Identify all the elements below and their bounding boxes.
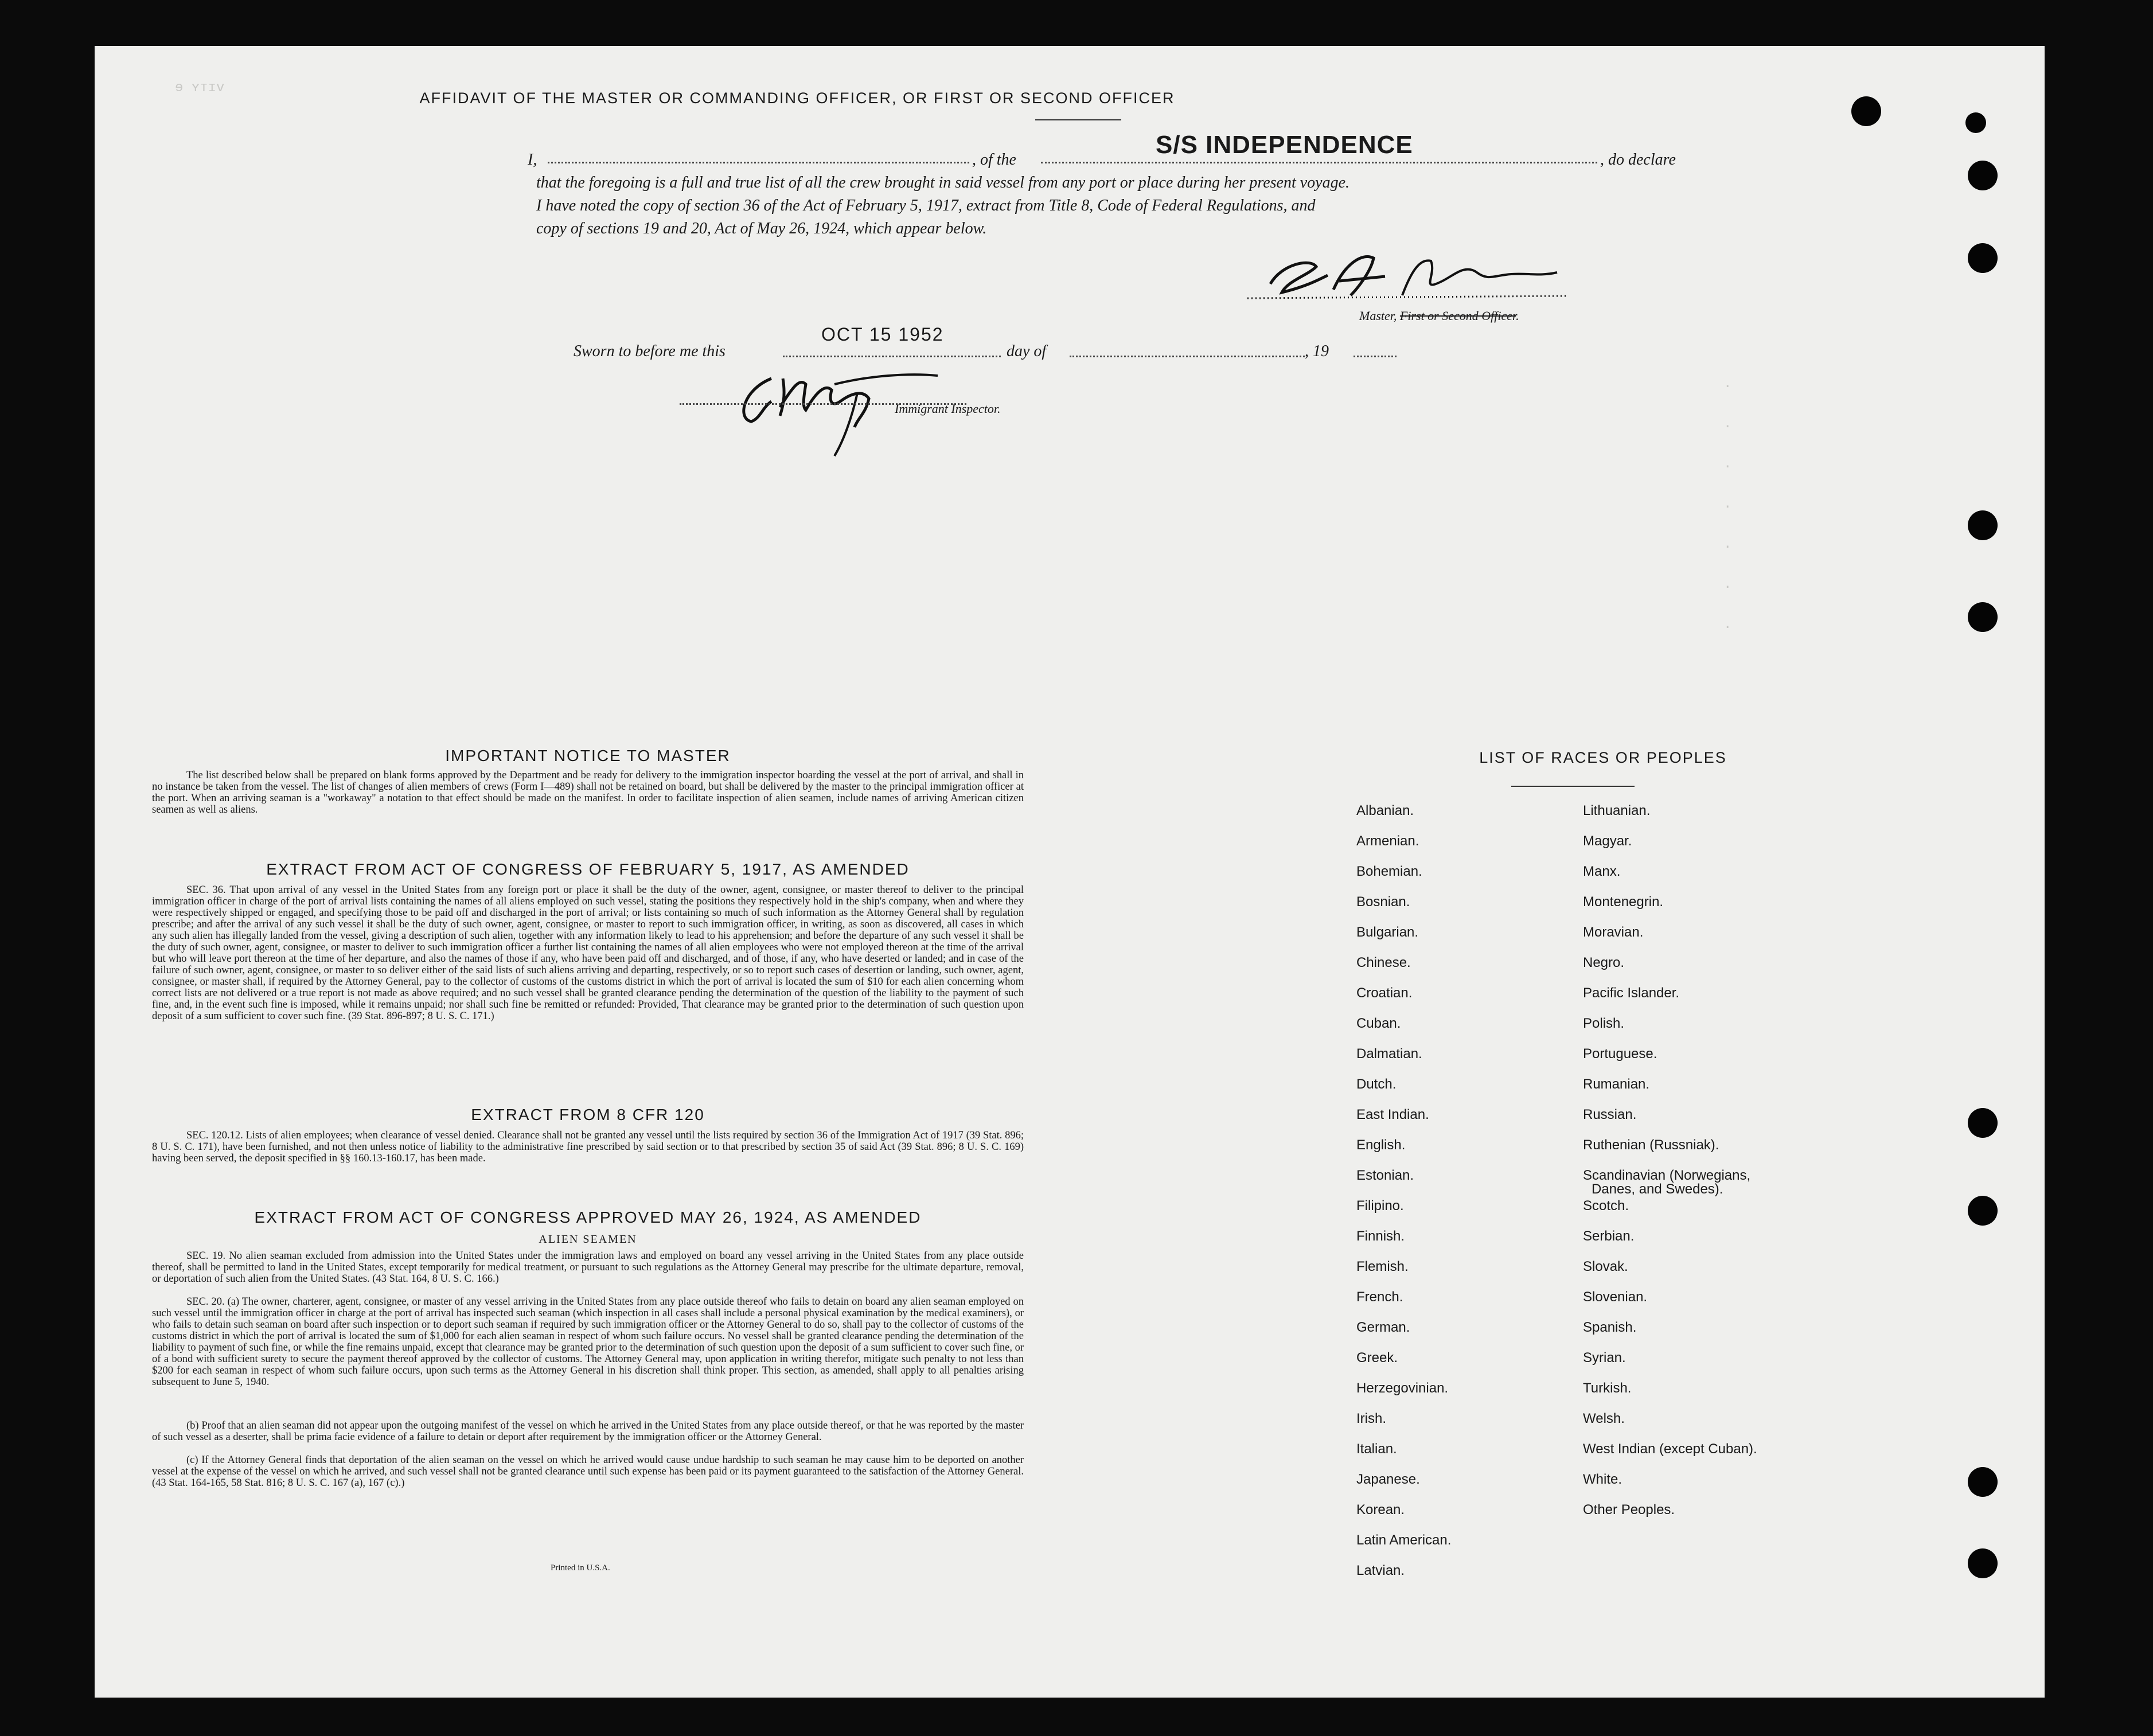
punch-hole xyxy=(1968,1108,1998,1138)
extract-1924-sec20c: (c) If the Attorney General finds that deportation of the alien seaman on the vessel on which he arrived would cause undue hardship to such seaman he may cause him to be deported on another vessel at the expense of the vessel on which he arrived, and such vessel shall not be granted clearance until such expense has been paid or its payment guaranteed to the satisfaction of the Attorney General. (43 Stat. 164-165, 58 Stat. 816; 8 U. S. C. 167 (a), 167 (c).) xyxy=(152,1454,1024,1489)
race-item: Albanian. xyxy=(1356,803,1414,818)
punch-hole xyxy=(1965,112,1986,133)
sworn-label: Sworn to before me this xyxy=(574,342,726,360)
races-list xyxy=(1356,803,1873,1629)
punch-hole xyxy=(1968,1548,1998,1578)
race-item: Syrian. xyxy=(1583,1350,1626,1366)
race-item: Bohemian. xyxy=(1356,864,1422,879)
day-of-label: day of xyxy=(1007,342,1047,360)
race-item: Serbian. xyxy=(1583,1228,1635,1244)
race-item: Croatian. xyxy=(1356,985,1413,1001)
race-item: Latvian. xyxy=(1356,1563,1405,1578)
race-item: Scotch. xyxy=(1583,1198,1629,1214)
race-item: Slovak. xyxy=(1583,1259,1628,1274)
vessel-blank xyxy=(1041,162,1597,163)
race-item: Bulgarian. xyxy=(1356,924,1419,940)
race-item: Korean. xyxy=(1356,1502,1405,1517)
race-item: English. xyxy=(1356,1137,1406,1153)
date-stamp: OCT 15 1952 xyxy=(821,324,944,345)
race-item: Ruthenian (Russniak). xyxy=(1583,1137,1719,1153)
race-item: Portuguese. xyxy=(1583,1046,1657,1062)
race-item: Irish. xyxy=(1356,1411,1387,1426)
race-item: Pacific Islander. xyxy=(1583,985,1680,1001)
punch-hole xyxy=(1968,1196,1998,1226)
name-blank xyxy=(548,162,969,163)
document-page xyxy=(95,46,2045,1698)
race-item: Italian. xyxy=(1356,1441,1397,1457)
race-item: Welsh. xyxy=(1583,1411,1625,1426)
race-item: Montenegrin. xyxy=(1583,894,1664,910)
races-heading: LIST OF RACES OR PEOPLES xyxy=(1479,749,1727,766)
race-item: East Indian. xyxy=(1356,1107,1429,1122)
race-item: West Indian (except Cuban). xyxy=(1583,1441,1757,1457)
race-item: Japanese. xyxy=(1356,1472,1420,1487)
inspector-caption: Immigrant Inspector. xyxy=(895,401,1001,416)
race-item: White. xyxy=(1583,1472,1622,1487)
race-item: Slovenian. xyxy=(1583,1289,1648,1305)
year-blank xyxy=(1354,356,1397,357)
race-item: Russian. xyxy=(1583,1107,1637,1122)
extract-1924-sec20a: SEC. 20. (a) The owner, charterer, agent, consignee, or master of any vessel arriving in the United States from any place outside thereof who fails to detain on board any alien seaman employed on such vessel until the immigration officer in charge at the port of arrival has inspected such seaman (which inspection in all cases shall include a personal physical examination by the medical examiners), or who fails to detain such seaman on board after such inspection or to deport such seaman if required by such immigration officer or the Attorney General to do so, shall pay to the collector of customs of the customs district in which the port of arrival is located the sum of $1,000 for each alien seaman in respect of whom such failure occurs. No vessel shall be granted clearance pending the determination of the liability to payment of such fine, or while the fine remains unpaid, except that clearance may be granted prior to the determination of such question upon the deposit of a sum sufficient to cover such fine, or of a bond with sufficient surety to secure the payment thereof approved by the collector of customs. The Attorney General may, upon application in writing therefor, mitigate such penalty to not less than $200 for each seaman in respect of whom such failure occurs, upon such terms as the Attorney General in his discretion shall think proper. This section, as amended, shall apply to all penalties arising subsequent to June 5, 1940. xyxy=(152,1296,1024,1388)
year-label: , 19 xyxy=(1305,342,1329,360)
race-item: Negro. xyxy=(1583,955,1625,970)
race-item: Herzegovinian. xyxy=(1356,1380,1449,1396)
race-item: Cuban. xyxy=(1356,1016,1401,1031)
affidavit-line-4: copy of sections 19 and 20, Act of May 26, 1924, which appear below. xyxy=(536,220,987,237)
race-item: Manx. xyxy=(1583,864,1621,879)
race-item: Turkish. xyxy=(1583,1380,1632,1396)
do-declare-label: , do declare xyxy=(1600,151,1676,169)
affidavit-line-3: I have noted the copy of section 36 of the Act of February 5, 1917, extract from Title 8, Code of Federal Regulations, and xyxy=(536,197,1316,214)
extract-1924-heading: EXTRACT FROM ACT OF CONGRESS APPROVED MAY 26, 1924, AS AMENDED xyxy=(254,1208,922,1226)
printed-in-usa: Printed in U.S.A. xyxy=(551,1563,610,1573)
race-item: Filipino. xyxy=(1356,1198,1404,1214)
master-caption: Master, First or Second Officer. xyxy=(1359,309,1519,323)
punch-hole xyxy=(1968,243,1998,273)
races-heading-rule xyxy=(1511,786,1635,787)
race-item: Flemish. xyxy=(1356,1259,1409,1274)
race-item: German. xyxy=(1356,1320,1410,1335)
notice-body: The list described below shall be prepared on blank forms approved by the Department and be ready for delivery to the immigration inspector boarding the vessel at the port of arrival, and shall in no instance be taken from the vessel. The list of changes of alien members of crews (Form I—489) shall not be retained on board, but shall be delivered by the master to the principal immigration officer at the port. When an arriving seaman is a "workaway" a notation to that effect should be made on the manifest. In order to facilitate inspection of alien seamen, include names of arriving American citizen seamen as well as aliens. xyxy=(152,770,1024,816)
extract-cfr-heading: EXTRACT FROM 8 CFR 120 xyxy=(471,1106,705,1123)
race-item: Magyar. xyxy=(1583,833,1632,849)
master-signature xyxy=(1247,241,1592,310)
affidavit-line-2: that the foregoing is a full and true list of all the crew brought in said vessel from any port or place during her present voyage. xyxy=(536,174,1350,192)
punch-hole xyxy=(1968,510,1998,540)
race-item: Danes, and Swedes). xyxy=(1592,1181,1723,1197)
extract-1924-sec19: SEC. 19. No alien seaman excluded from admission into the United States under the immigration laws and employed on board any vessel arriving in the United States from any place outside thereof, shall be permitted to land in the United States, except temporarily for medical treatment, or pursuant to such regulations as the Attorney General may prescribe for the ultimate departure, removal, or deportation of such alien from the United States. (43 Stat. 164, 8 U. S. C. 166.) xyxy=(152,1250,1024,1285)
extract-1917-heading: EXTRACT FROM ACT OF CONGRESS OF FEBRUARY 5, 1917, AS AMENDED xyxy=(266,860,910,878)
punch-hole xyxy=(1968,602,1998,632)
bleed-through-text: ɘ ʏᴛɪᴠ xyxy=(175,80,225,96)
race-item: Estonian. xyxy=(1356,1168,1414,1183)
extract-1924-sec20b: (b) Proof that an alien seaman did not appear upon the outgoing manifest of the vessel on which he arrived in the United States from any place outside thereof, or that he was reported by the master of such vessel as a deserter, shall be prima facie evidence of a failure to detain or deport after requirement by the immigration officer or the Attorney General. xyxy=(152,1420,1024,1443)
race-item: Finnish. xyxy=(1356,1228,1405,1244)
punch-hole xyxy=(1851,96,1881,126)
extract-1917-body: SEC. 36. That upon arrival of any vessel in the United States from any foreign port or place it shall be the duty of the owner, agent, consignee, or master thereof to deliver to the principal immigration officer in charge of the port of arrival lists containing the names of all aliens employed on such vessel, stating the positions they respectively hold in the ship's company, when and where they were respectively shipped or engaged, and specifying those to be paid off and discharged in the port of arrival; or lists containing so much of such information as the Attorney General shall by regulation prescribe; and after the arrival of any such vessel it shall be the duty of such owner, agent, consignee, or master to report to such immigration officer, in writing, as soon as discovered, all cases in which any such alien has illegally landed from the vessel, giving a description of such alien, together with any information likely to lead to his apprehension; and before the departure of any such vessel it shall be the duty of such owner, agent, consignee, or master to deliver to such immigration officer a further list containing the names of all alien employees who were not employed thereon at the time of the arrival but who will leave port thereon at the time of her departure, and also the names of those if any, who have been paid off and discharged, and of those, if any, who have deserted or landed; and in case of the failure of such owner, agent, consignee, or master to so deliver either of the said lists of such aliens arriving and departing, respectively, or so to report such cases of desertion or landing, such owner, agent, consignee, or master shall, if required by the Attorney General, pay to the collector of customs of the customs district in which the port of arrival is located the sum of $10 for each alien concerning whom correct lists are not delivered or a true report is not made as above required; and no such vessel shall be granted clearance pending the determination of the question of the liability to the payment of such fine, and, in the event such fine is imposed, while it remains unpaid; nor shall such fine be remitted or refunded: Provided, That clearance may be granted prior to the determination of such question upon deposit of a sum sufficient to cover such fine. (39 Stat. 896-897; 8 U. S. C. 171.) xyxy=(152,884,1024,1022)
title-rule xyxy=(1035,119,1121,120)
extract-cfr-body: SEC. 120.12. Lists of alien employees; when clearance of vessel denied. Clearance shall not be granted any vessel until the lists required by section 36 of the Immigration Act of 1917 (39 Stat. 896; 8 U. S. C. 171), have been furnished, and not then unless notice of liability to the administrative fine prescribed by said section or to that prescribed by section 35 of said Act (39 Stat. 896; 8 U. S. C. 169) having been served, the deposit specified in §§ 160.13-160.17, has been made. xyxy=(152,1130,1024,1164)
race-item: Rumanian. xyxy=(1583,1076,1650,1092)
race-item: Scandinavian (Norwegians, xyxy=(1583,1168,1751,1183)
race-item: French. xyxy=(1356,1289,1403,1305)
month-blank xyxy=(1070,356,1305,357)
race-item: Moravian. xyxy=(1583,924,1644,940)
race-item: Spanish. xyxy=(1583,1320,1637,1335)
race-item: Other Peoples. xyxy=(1583,1502,1675,1517)
race-item: Bosnian. xyxy=(1356,894,1410,910)
race-item: Greek. xyxy=(1356,1350,1398,1366)
punch-hole xyxy=(1968,161,1998,190)
race-item: Dutch. xyxy=(1356,1076,1397,1092)
bleed-through-column: · · · · · · · xyxy=(1723,379,1732,635)
race-item: Lithuanian. xyxy=(1583,803,1651,818)
race-item: Dalmatian. xyxy=(1356,1046,1422,1062)
of-the-label: , of the xyxy=(972,151,1016,169)
notice-heading: IMPORTANT NOTICE TO MASTER xyxy=(445,747,731,764)
race-item: Polish. xyxy=(1583,1016,1625,1031)
race-item: Latin American. xyxy=(1356,1532,1452,1548)
extract-1924-subheading: ALIEN SEAMEN xyxy=(539,1233,637,1246)
affidavit-i-label: I, xyxy=(528,151,537,169)
vessel-name-stamp: S/S INDEPENDENCE xyxy=(1156,131,1413,159)
punch-hole xyxy=(1968,1467,1998,1497)
affidavit-title: AFFIDAVIT OF THE MASTER OR COMMANDING OFFICER, OR FIRST OR SECOND OFFICER xyxy=(419,89,1175,107)
race-item: Armenian. xyxy=(1356,833,1419,849)
race-item: Chinese. xyxy=(1356,955,1411,970)
